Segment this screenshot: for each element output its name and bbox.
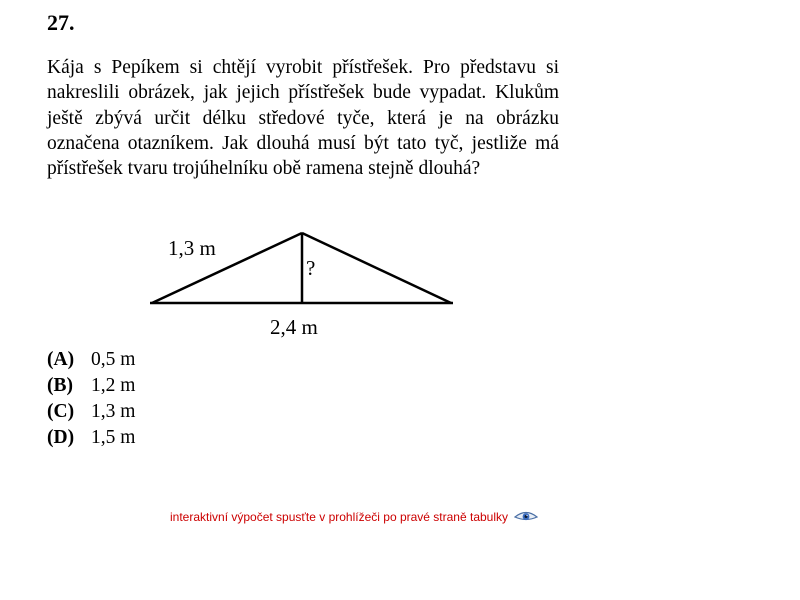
side-length-label: 1,3 m: [168, 236, 216, 260]
answer-option-label: (C): [47, 401, 75, 422]
problem-text: Kája s Pepíkem si chtějí vyrobit přístřešek. Pro představu si nakreslili obrázek, jak jejich přístřešek bude vypadat. Klukům ještě zbývá určit délku středové tyče, která je na obrázku označena otazníkem. Jak dlouhá musí být tato tyč, jestliže má přístřešek tvaru trojúhelníku obě ramena stejně dlouhá?: [47, 57, 559, 180]
answer-item-c: [47, 399, 135, 425]
answer-option-label: (B): [47, 375, 73, 396]
triangle-right-side: [302, 233, 451, 303]
answer-option-label: (D): [47, 427, 75, 448]
problem-number: 27.: [47, 10, 75, 35]
answer-option-label: (A): [47, 349, 75, 370]
answer-value: 1,5 m: [91, 427, 136, 448]
interactive-note-text[interactable]: interaktivní výpočet spusťte v prohlížeči po pravé straně tabulky: [170, 510, 509, 524]
answer-item-b: [47, 373, 135, 399]
base-length-label: 2,4 m: [270, 315, 318, 339]
answer-item-d: [47, 425, 135, 451]
answer-value: 1,2 m: [91, 375, 136, 396]
interactive-calculation-note[interactable]: [170, 510, 538, 524]
pole-height-label: ?: [306, 256, 316, 280]
answer-item-a: [47, 347, 135, 373]
answer-list: [47, 347, 135, 451]
triangle-diagram: [140, 222, 470, 342]
answer-value: 0,5 m: [91, 349, 136, 370]
eye-icon[interactable]: [514, 510, 538, 524]
answer-value: 1,3 m: [91, 401, 136, 422]
